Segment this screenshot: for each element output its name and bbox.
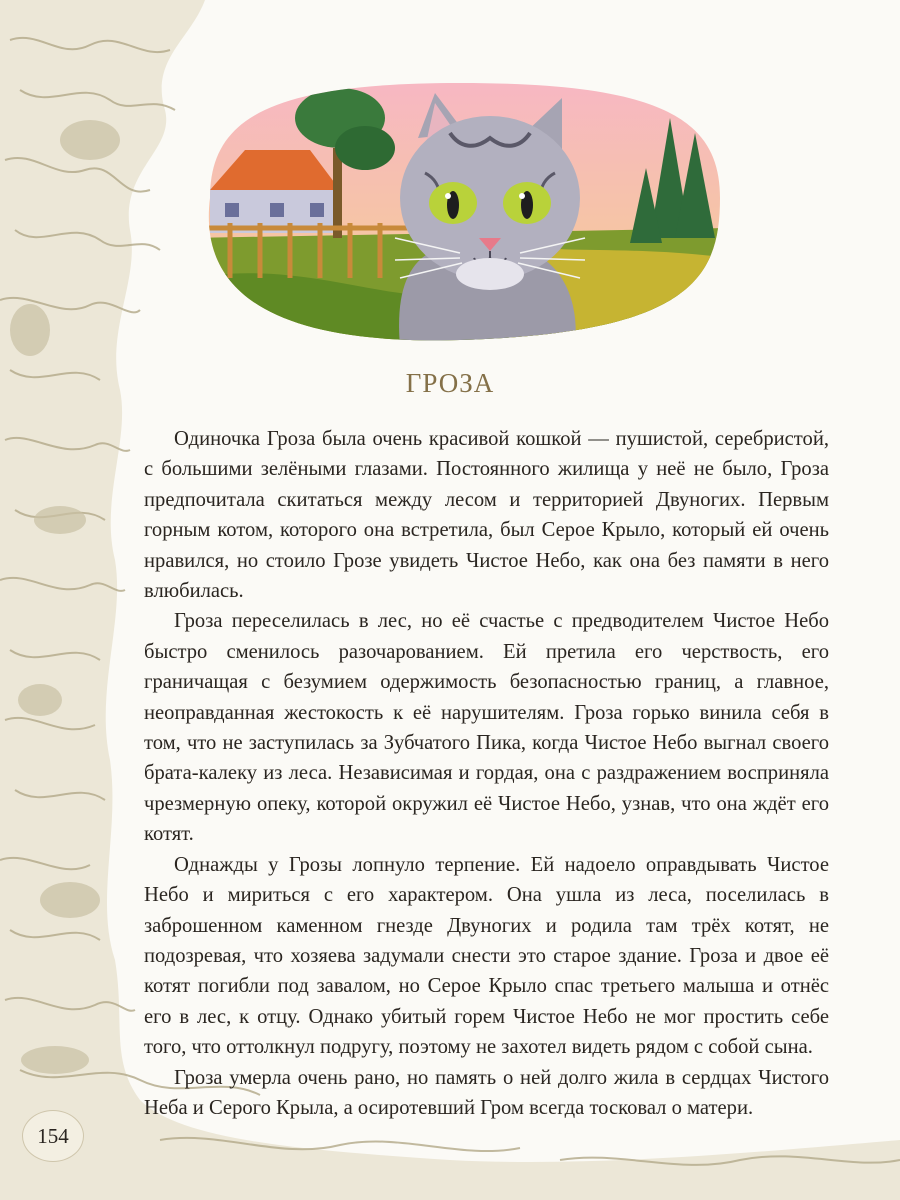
cat-illustration bbox=[190, 78, 730, 346]
paragraph: Одиночка Гроза была очень красивой кошкой — пушистой, серебристой, с большими зелёными глазами. Постоянного жилища у неё не было, Гроза предпочитала скитаться между лесом и территорией Двуногих. Первым горным котом, которого она встретила, был Серое Крыло, который ей очень нравился, но стоило Грозе увидеть Чистое Небо, как она без памяти в него влюбилась. bbox=[144, 428, 829, 603]
chapter-title: ГРОЗА bbox=[405, 368, 495, 398]
paragraph: Однажды у Грозы лопнуло терпение. Ей надоело оправдывать Чистое Небо и мириться с его характером. Она ушла из леса, поселилась в заброшенном каменном гнезде Двуногих и родила там трёх котят, не подозревая, что хозяева задумали снести это старое здание. Гроза и двое её котят погибли под завалом, но Серое Крыло спас третьего малыша и отнёс его в лес, к отцу. Однако убитый горем Чистое Небо не мог простить себе того, что оттолкнул подругу, поэтому не захотел видеть рядом с собой сына. bbox=[144, 853, 829, 1059]
paragraph: Гроза переселилась в лес, но её счастье с предводителем Чистое Небо быстро сменилось разочарованием. Ей претила его черствость, его граничащая с безумием одержимость безопасностью границ, а главное, неоправданная жестокость к её нарушителям. Гроза горько винила себя в том, что не заступилась за Зубчатого Пика, когда Чистое Небо выгнал своего брата-калеку из леса. Независимая и гордая, она с раздражением восприняла чрезмерную опеку, которой окружил её Чистое Небо, узнав, что она ждёт его котят. bbox=[144, 610, 829, 846]
chapter-body bbox=[144, 424, 829, 1123]
page-number: 154 bbox=[22, 1110, 84, 1162]
paragraph: Гроза умерла очень рано, но память о ней долго жила в сердцах Чистого Неба и Серого Крыла, а осиротевший Гром всегда тосковал о матери. bbox=[144, 1066, 829, 1119]
cat-icon bbox=[395, 93, 585, 346]
